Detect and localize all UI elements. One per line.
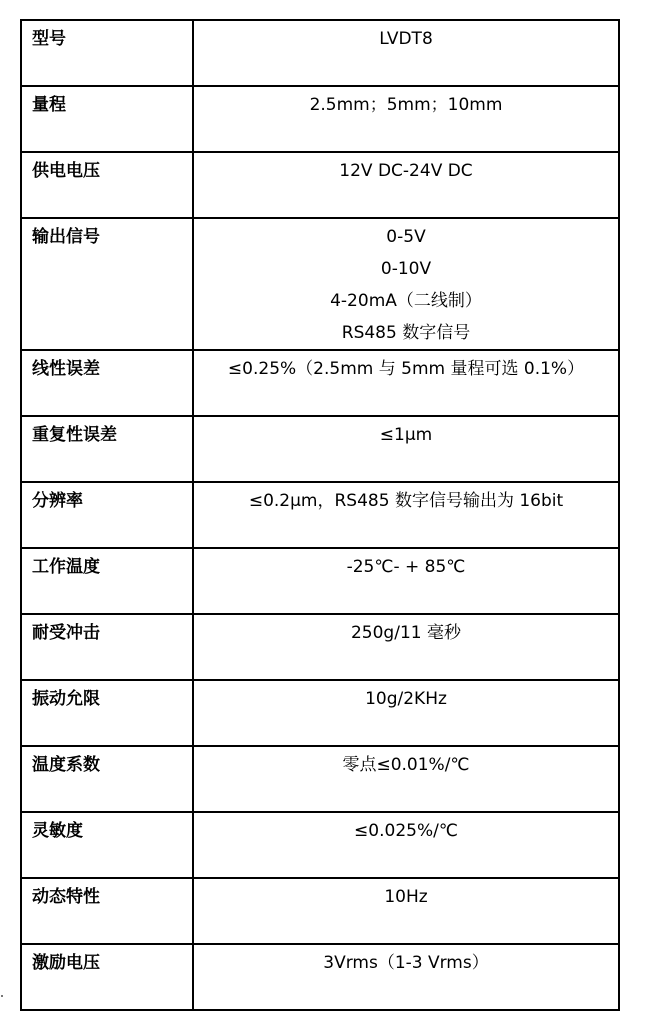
- spec-row-shock-resistance: [21, 614, 619, 680]
- spec-value-line: 4-20mA（二线制）: [330, 291, 482, 311]
- spec-value: [193, 482, 619, 548]
- spec-value-line: ≤1μm: [379, 425, 433, 445]
- spec-label: 工作温度: [21, 548, 193, 614]
- spec-label: 分辨率: [21, 482, 193, 548]
- spec-row-dynamic-characteristic: [21, 878, 619, 944]
- spec-value-line: -25℃- + 85℃: [346, 557, 466, 577]
- spec-value: [193, 680, 619, 746]
- spec-value-line: 2.5mm；5mm；10mm: [309, 95, 503, 115]
- spec-label: 供电电压: [21, 152, 193, 218]
- spec-value-line: LVDT8: [379, 29, 433, 49]
- spec-row-model: [21, 20, 619, 86]
- spec-value-line: 0-10V: [380, 259, 432, 279]
- spec-label: 灵敏度: [21, 812, 193, 878]
- spec-value-line: RS485 数字信号: [341, 323, 471, 343]
- spec-value-line: 250g/11 毫秒: [350, 623, 461, 643]
- spec-label: 量程: [21, 86, 193, 152]
- spec-row-supply-voltage: [21, 152, 619, 218]
- spec-row-temperature-coefficient: [21, 746, 619, 812]
- spec-label: 振动允限: [21, 680, 193, 746]
- spec-row-vibration-limit: [21, 680, 619, 746]
- spec-value: [193, 812, 619, 878]
- spec-row-output-signal: [21, 218, 619, 350]
- spec-label: 线性误差: [21, 350, 193, 416]
- spec-value-line: ≤0.2μm，RS485 数字信号输出为 16bit: [248, 491, 564, 511]
- spec-row-sensitivity: [21, 812, 619, 878]
- spec-value: [193, 218, 619, 350]
- spec-value: [193, 152, 619, 218]
- spec-value-line: ≤0.025%/℃: [354, 821, 458, 841]
- spec-row-range: [21, 86, 619, 152]
- spec-value-line: 10Hz: [384, 887, 428, 907]
- spec-value: [193, 878, 619, 944]
- spec-row-excitation-voltage: [21, 944, 619, 1010]
- spec-value-line: 12V DC-24V DC: [339, 161, 473, 181]
- spec-label: 型号: [21, 20, 193, 86]
- spec-value-line: 0-5V: [386, 227, 426, 247]
- spec-row-linearity-error: [21, 350, 619, 416]
- spec-value-line: 10g/2KHz: [365, 689, 447, 709]
- spec-row-repeatability-error: [21, 416, 619, 482]
- spec-value: [193, 614, 619, 680]
- spec-value: [193, 548, 619, 614]
- spec-value: [193, 350, 619, 416]
- spec-value-line: 零点≤0.01%/℃: [342, 755, 470, 775]
- spec-value: [193, 20, 619, 86]
- spec-label: 激励电压: [21, 944, 193, 1010]
- spec-row-operating-temperature: [21, 548, 619, 614]
- spec-value-line: 3Vrms（1-3 Vrms）: [323, 953, 489, 973]
- spec-label: 温度系数: [21, 746, 193, 812]
- spec-value: [193, 746, 619, 812]
- spec-label: 耐受冲击: [21, 614, 193, 680]
- spec-label: 输出信号: [21, 218, 193, 350]
- spec-row-resolution: [21, 482, 619, 548]
- spec-table: [20, 19, 620, 1011]
- spec-value: [193, 944, 619, 1010]
- spec-value: [193, 86, 619, 152]
- spec-label: 动态特性: [21, 878, 193, 944]
- spec-value: [193, 416, 619, 482]
- spec-label: 重复性误差: [21, 416, 193, 482]
- spec-value-line: ≤0.25%（2.5mm 与 5mm 量程可选 0.1%）: [227, 359, 585, 379]
- scan-mark: [1, 995, 3, 997]
